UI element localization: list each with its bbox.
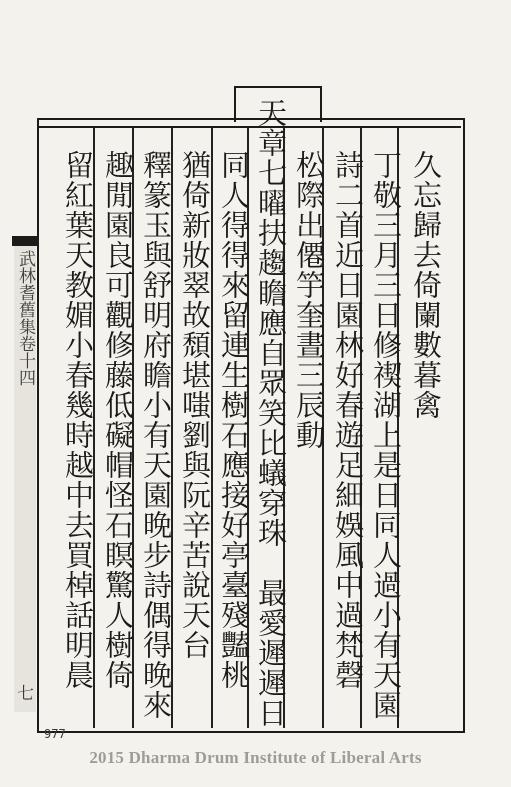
text-column: 留紅葉天教媚小春幾時越中去買棹話明晨 <box>61 150 95 690</box>
text-column: 松際出僊竽奎晝三辰動 <box>292 150 326 450</box>
text-column: 同人得得來留連生樹石應接好亭臺殘豔桃 <box>217 150 251 690</box>
text-column: 猶倚新妝翠故頹堪嗤劉與阮辛苦說天台 <box>178 150 212 660</box>
text-column: 久忘歸去倚闌數暮禽 <box>409 150 443 420</box>
text-column: 天章七曜扶趨瞻應自眾笑比蟻穿珠 最愛遲遲日 <box>254 98 288 728</box>
margin-folio: 七 <box>13 684 33 701</box>
text-column: 釋篆玉與舒明府瞻小有天園晚步詩偶得晚來 <box>139 150 173 720</box>
text-column: 詩二首近日園林好春遊足細娛風中過梵磬 <box>331 150 365 690</box>
page-number: 977 <box>44 727 66 741</box>
fish-tail-marker <box>12 236 38 246</box>
watermark: 2015 Dharma Drum Institute of Liberal Arts <box>89 748 422 767</box>
text-column: 丁敬三月三日修禊湖上是日同人過小有天園 <box>369 150 403 720</box>
margin-book-title: 武林耆舊集卷十四 <box>15 250 35 386</box>
text-column: 趣閒園良可觀修藤低礙帽怪石瞑驚人樹倚 <box>101 150 135 690</box>
